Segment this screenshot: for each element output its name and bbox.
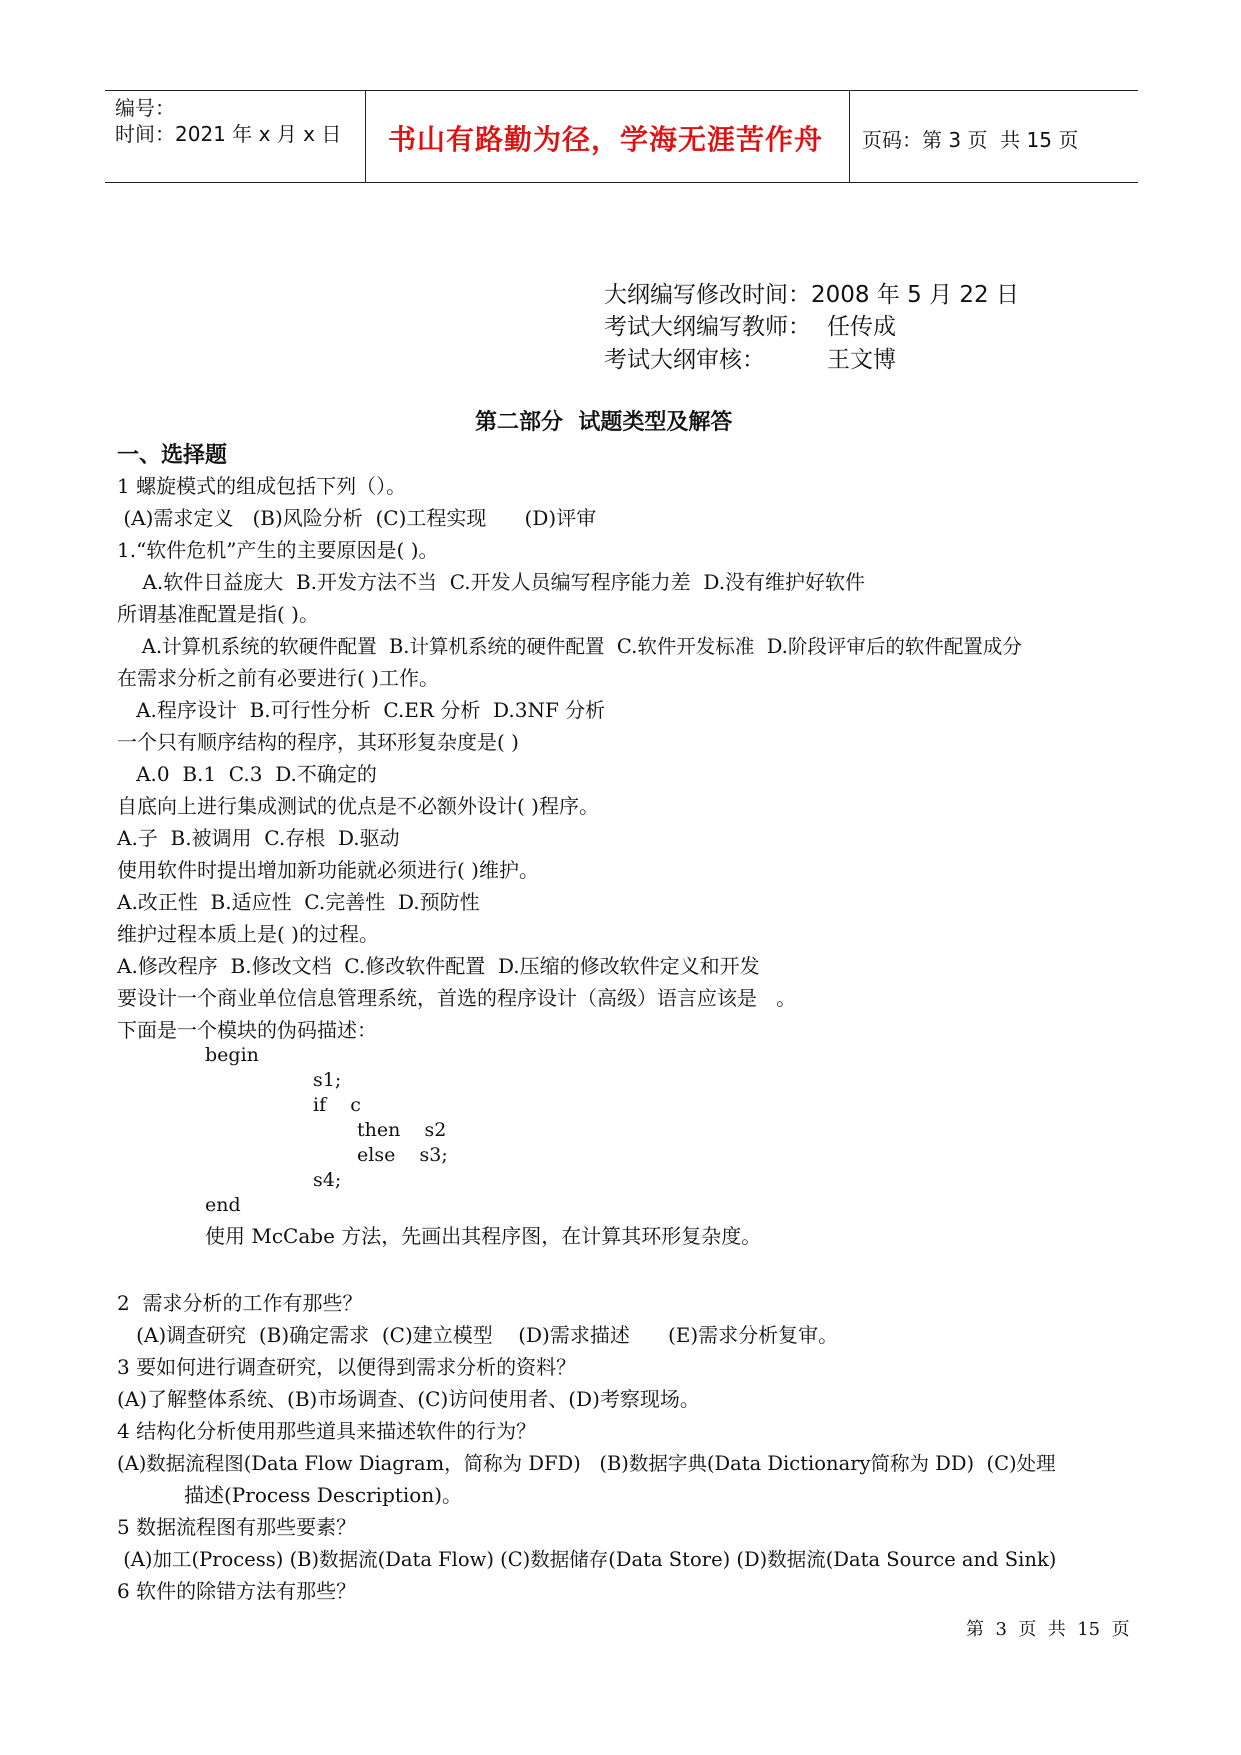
question-line: (A)需求定义 (B)风险分析 (C)工程实现 (D)评审	[117, 506, 597, 530]
section-title: 第二部分 试题类型及解答	[475, 410, 733, 435]
question-line: 一个只有顺序结构的程序，其环形复杂度是( )	[117, 730, 519, 754]
question-line: 4 结构化分析使用那些道具来描述软件的行为？	[117, 1419, 537, 1443]
question-line: (A)数据流程图(Data Flow Diagram，简称为 DFD) (B)数据字典(Data Dictionary简称为 DD) (C)处理	[117, 1452, 1056, 1475]
question-line: (A)调查研究 (B)确定需求 (C)建立模型 (D)需求描述 (E)需求分析复审。	[117, 1323, 839, 1347]
question-line: A.修改程序 B.修改文档 C.修改软件配置 D.压缩的修改软件定义和开发	[117, 954, 760, 978]
question-line: A.子 B.被调用 C.存根 D.驱动	[117, 826, 400, 850]
question-line: 2 需求分析的工作有那些？	[117, 1291, 363, 1315]
syllabus-teacher-name: 任传成	[827, 314, 896, 340]
question-line: A.计算机系统的软硬件配置 B.计算机系统的硬件配置 C.软件开发标准 D.阶段评审后的软件配置成分	[117, 635, 1022, 658]
header-top-rule	[105, 90, 1138, 91]
question-line: 维护过程本质上是( )的过程。	[117, 922, 379, 946]
pseudo-code-line: end	[205, 1194, 241, 1216]
header-divider-right	[849, 91, 850, 183]
question-line: A.程序设计 B.可行性分析 C.ER 分析 D.3NF 分析	[117, 698, 606, 722]
question-line: 1 螺旋模式的组成包括下列（）。	[117, 474, 407, 498]
question-line: 描述(Process Description)。	[184, 1483, 463, 1507]
document-number-label: 编号：	[115, 96, 175, 120]
question-line: 下面是一个模块的伪码描述：	[117, 1018, 377, 1042]
question-line: 自底向上进行集成测试的优点是不必额外设计( )程序。	[117, 794, 599, 818]
pseudo-code-line: if c	[313, 1094, 361, 1116]
question-line: 3 要如何进行调查研究，以便得到需求分析的资料？	[117, 1355, 577, 1379]
syllabus-teacher-label: 考试大纲编写教师：	[604, 314, 811, 340]
question-line: 6 软件的除错方法有那些？	[117, 1579, 357, 1603]
header-divider-left	[365, 91, 366, 183]
header-motto: 书山有路勤为径，学海无涯苦作舟	[388, 123, 824, 156]
question-line: A.软件日益庞大 B.开发方法不当 C.开发人员编写程序能力差 D.没有维护好软件	[117, 570, 866, 594]
question-line: A.0 B.1 C.3 D.不确定的	[117, 762, 377, 786]
pseudo-code-line: begin	[205, 1044, 259, 1066]
question-line: 5 数据流程图有那些要素？	[117, 1515, 357, 1539]
pseudo-code-line: s1;	[313, 1069, 342, 1091]
question-line: A.改正性 B.适应性 C.完善性 D.预防性	[117, 890, 480, 914]
subsection-title: 一、选择题	[117, 443, 228, 468]
question-line: 使用软件时提出增加新功能就必须进行( )维护。	[117, 858, 539, 882]
question-line: 1.“软件危机”产生的主要原因是( )。	[117, 538, 439, 562]
question-line: 要设计一个商业单位信息管理系统，首选的程序设计（高级）语言应该是 。	[117, 986, 797, 1010]
question-line: 所谓基准配置是指( )。	[117, 602, 319, 626]
syllabus-reviewer-label: 考试大纲审核：	[604, 347, 765, 373]
pseudo-code-line: s4;	[313, 1169, 342, 1191]
pseudo-code-line: else s3;	[357, 1144, 448, 1166]
page-footer: 第 3 页 共 15 页	[966, 1619, 1130, 1640]
mccabe-instruction: 使用 McCabe 方法，先画出其程序图，在计算其环形复杂度。	[205, 1224, 762, 1248]
syllabus-revised-date: 大纲编写修改时间：2008 年 5 月 22 日	[604, 282, 1019, 308]
pseudo-code-line: then s2	[357, 1119, 447, 1141]
question-line: (A)了解整体系统、(B)市场调查、(C)访问使用者、(D)考察现场。	[117, 1387, 700, 1411]
header-bottom-rule	[105, 182, 1138, 183]
syllabus-reviewer-name: 王文博	[827, 347, 896, 373]
question-line: (A)加工(Process) (B)数据流(Data Flow) (C)数据储存(Data Store) (D)数据流(Data Source and Sink)	[117, 1548, 1057, 1571]
header-page-label: 页码：第 3 页 共 15 页	[862, 128, 1079, 152]
document-time-label: 时间：2021 年 x 月 x 日	[115, 122, 342, 146]
question-line: 在需求分析之前有必要进行( )工作。	[117, 666, 439, 690]
